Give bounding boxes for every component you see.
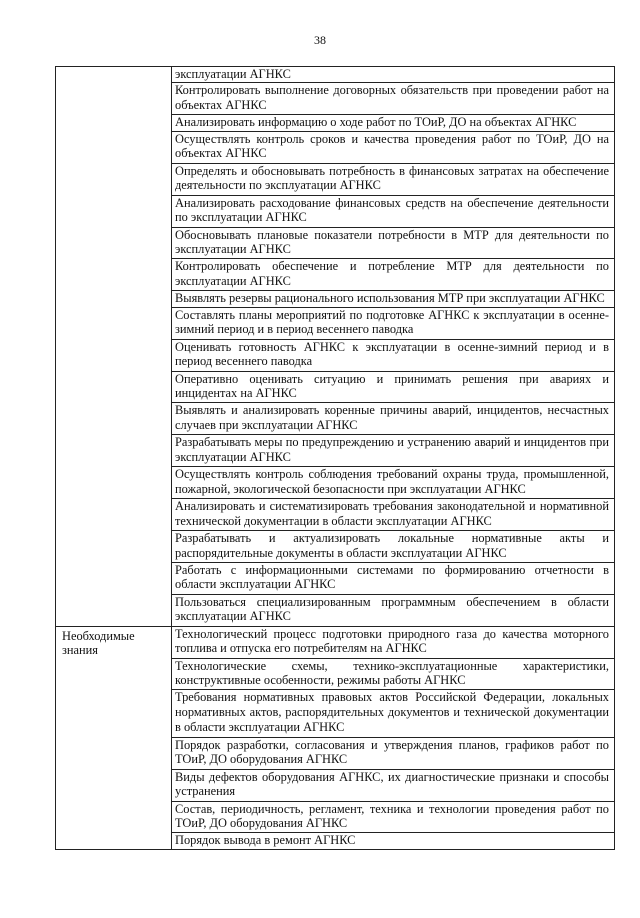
table-cell-item: Выявлять и анализировать коренные причины аварий, инцидентов, несчастных случаев при эксплуатации АГНКС [172,403,615,435]
table-cell-item: Состав, периодичность, регламент, техника и технологии проведения работ по ТОиР, ДО оборудования АГНКС [172,801,615,833]
table-cell-item: Пользоваться специализированным программным обеспечением в области эксплуатации АГНКС [172,594,615,626]
table-cell-item: Разрабатывать и актуализировать локальные нормативные акты и распорядительные документы в области эксплуатации АГНКС [172,530,615,562]
table-cell-item: эксплуатации АГНКС [172,67,615,83]
table-cell-item: Контролировать выполнение договорных обязательств при проведении работ на объектах АГНКС [172,83,615,115]
table-row [56,626,615,658]
section-label: Необходимые знания [56,626,172,849]
table-cell-item: Требования нормативных правовых актов Российской Федерации, локальных нормативных актов, распорядительных документов и технической документации в области эксплуатации АГНКС [172,690,615,737]
table-cell-item: Порядок разработки, согласования и утверждения планов, графиков работ по ТОиР, ДО оборудования АГНКС [172,737,615,769]
table-cell-item: Составлять планы мероприятий по подготовке АГНКС к эксплуатации в осенне-зимний период и в период весеннего паводка [172,307,615,339]
section-label-empty [56,67,172,627]
table-cell-item: Работать с информационными системами по формированию отчетности в области эксплуатации АГНКС [172,562,615,594]
table-cell-item: Виды дефектов оборудования АГНКС, их диагностические признаки и способы устранения [172,769,615,801]
table-cell-item: Анализировать и систематизировать требования законодательной и нормативной технической документации в области эксплуатации АГНКС [172,499,615,531]
table-cell-item: Технологические схемы, технико-эксплуатационные характеристики, конструктивные особенности, режимы работы АГНКС [172,658,615,690]
table-cell-item: Оценивать готовность АГНКС к эксплуатации в осенне-зимний период и в период весеннего паводка [172,339,615,371]
table-cell-item: Осуществлять контроль соблюдения требований охраны труда, промышленной, пожарной, экологической безопасности при эксплуатации АГНКС [172,467,615,499]
table-cell-item: Выявлять резервы рационального использования МТР при эксплуатации АГНКС [172,291,615,307]
table-cell-item: Разрабатывать меры по предупреждению и устранению аварий и инцидентов при эксплуатации АГНКС [172,435,615,467]
table-cell-item: Осуществлять контроль сроков и качества проведения работ по ТОиР, ДО на объектах АГНКС [172,131,615,163]
table-cell-item: Оперативно оценивать ситуацию и принимать решения при авариях и инцидентах на АГНКС [172,371,615,403]
table-cell-item: Анализировать информацию о ходе работ по ТОиР, ДО на объектах АГНКС [172,115,615,131]
table-cell-item: Контролировать обеспечение и потребление МТР для деятельности по эксплуатации АГНКС [172,259,615,291]
page-number: 38 [314,33,326,47]
table-cell-item: Порядок вывода в ремонт АГНКС [172,833,615,850]
table-cell-item: Обосновывать плановые показатели потребности в МТР для деятельности по эксплуатации АГНКС [172,227,615,259]
table-cell-item: Технологический процесс подготовки природного газа до качества моторного топлива и отпуска его потребителям на АГНКС [172,626,615,658]
table-row [56,67,615,83]
requirements-table [55,66,615,850]
table-cell-item: Определять и обосновывать потребность в финансовых затратах на обеспечение деятельности по эксплуатации АГНКС [172,163,615,195]
table-cell-item: Анализировать расходование финансовых средств на обеспечение деятельности по эксплуатации АГНКС [172,195,615,227]
